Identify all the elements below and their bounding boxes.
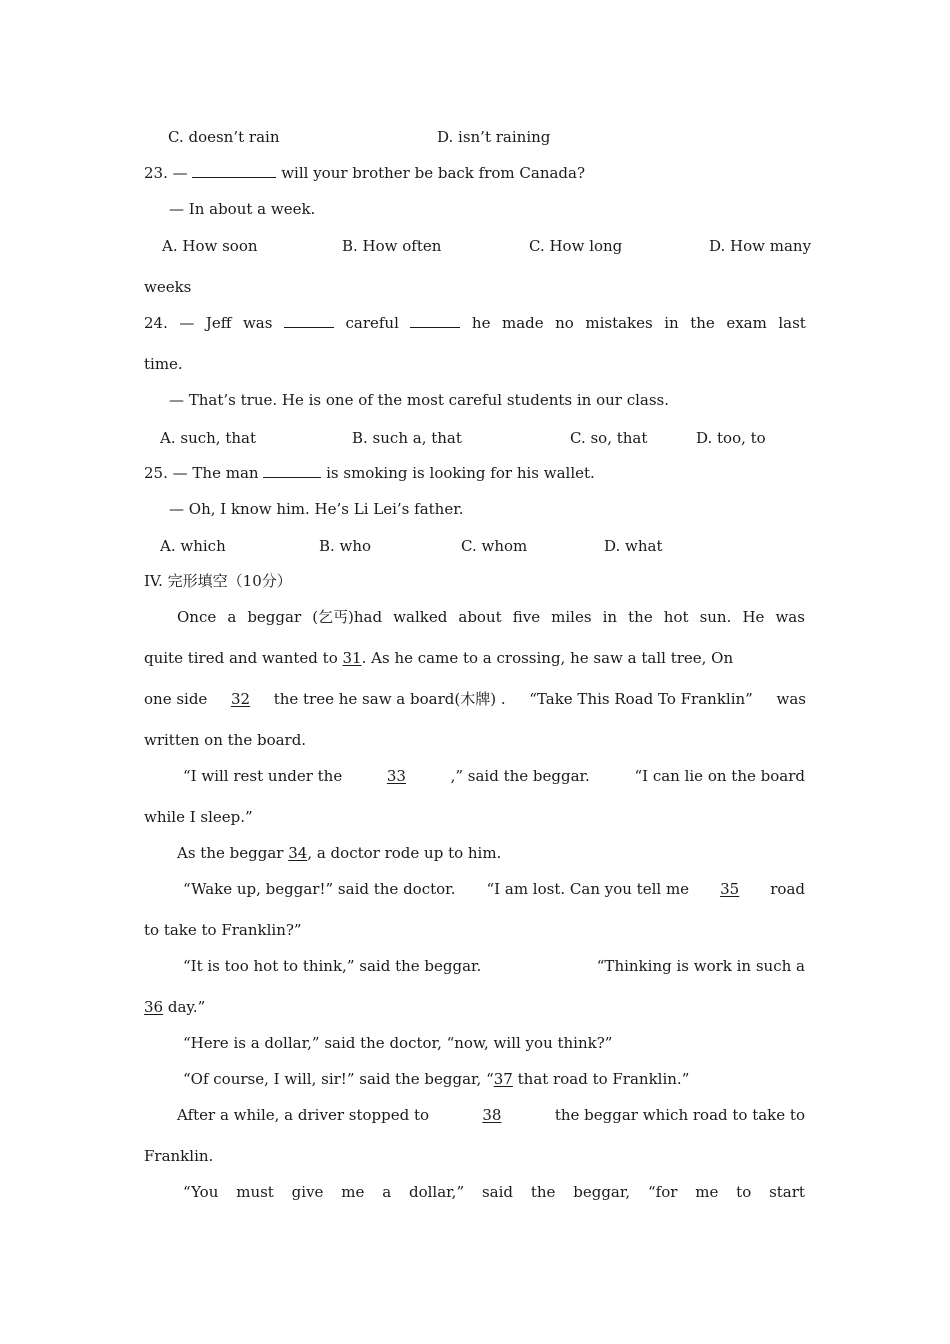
passage-line: quite tired and wanted to 31. As he came to a crossing, he saw a tall tree, On <box>144 649 734 667</box>
passage-word: beggar <box>247 608 302 626</box>
blank-number-36: 36 <box>144 998 164 1016</box>
q24-word: 24. <box>144 314 168 332</box>
passage-word: about <box>458 608 502 626</box>
q24-option-c: C. so, that <box>570 429 648 447</box>
q23-option-c: C. How long <box>529 237 623 255</box>
q24-question-cont: time. <box>144 355 183 373</box>
section-heading: IV. 完形填空（10分） <box>144 572 292 590</box>
passage-word: give <box>291 1183 324 1201</box>
blank-number-37: 37 <box>493 1070 513 1088</box>
q24-blank-1 <box>284 313 334 328</box>
passage-word: start <box>769 1183 805 1201</box>
passage-line: “Wake up, beggar!” said the doctor. “I am lost. Can you tell me 35 road <box>183 880 805 898</box>
passage-word: “for <box>647 1183 678 1201</box>
passage-word: me <box>341 1183 365 1201</box>
q25-blank <box>263 463 321 478</box>
passage-word: miles <box>551 608 592 626</box>
passage-line: “Here is a dollar,” said the doctor, “now, will you think?” <box>183 1034 613 1052</box>
q25-number: 25. <box>144 464 168 482</box>
passage-word: the <box>530 1183 556 1201</box>
q22-option-c: C. doesn’t rain <box>168 128 280 146</box>
blank-number-31: 31 <box>342 649 362 667</box>
q24-question <box>144 313 806 333</box>
passage-word: “You <box>183 1183 219 1201</box>
q25-before: The man <box>192 464 259 482</box>
passage-word: beggar, <box>573 1183 631 1201</box>
q23-option-d: D. How many <box>709 237 812 255</box>
passage-line: written on the board. <box>144 731 307 749</box>
q23-option-a: A. How soon <box>162 237 258 255</box>
passage-line: 36 day.” <box>144 998 206 1016</box>
q24-blank-2 <box>410 313 460 328</box>
q23-option-b: B. How often <box>342 237 442 255</box>
q23-blank <box>192 163 276 178</box>
q23-dash: — <box>172 164 188 182</box>
passage-word: must <box>236 1183 274 1201</box>
q23-question-text: will your brother be back from Canada? <box>281 164 586 182</box>
passage-word: walked <box>393 608 448 626</box>
q24-option-b: B. such a, that <box>352 429 462 447</box>
q24-word: no <box>555 314 574 332</box>
q24-word: exam <box>726 314 767 332</box>
passage-line: “Of course, I will, sir!” said the beggar, “37 that road to Franklin.” <box>183 1070 690 1088</box>
q24-answer: — That’s true. He is one of the most careful students in our class. <box>169 391 670 409</box>
q24-word: was <box>242 314 273 332</box>
q25-answer: — Oh, I know him. He’s Li Lei’s father. <box>169 500 464 518</box>
passage-word: was <box>775 608 805 626</box>
q25-option-d: D. what <box>604 537 663 555</box>
passage-word: in <box>602 608 618 626</box>
q25-option-a: A. which <box>160 537 226 555</box>
blank-number-33: 33 <box>386 767 406 785</box>
passage-line: one side 32 the tree he saw a board(木牌) . “Take This Road To Franklin” was <box>144 690 806 708</box>
q25-after: is smoking is looking for his wallet. <box>326 464 595 482</box>
passage-line: Franklin. <box>144 1147 214 1165</box>
passage-word: (乞丐)had <box>312 608 383 626</box>
passage-word: to <box>736 1183 752 1201</box>
q24-word: careful <box>345 314 399 332</box>
passage-word: dollar,” <box>408 1183 465 1201</box>
passage-line: to take to Franklin?” <box>144 921 302 939</box>
q24-word: the <box>690 314 715 332</box>
q24-word: — <box>179 314 195 332</box>
passage-line: As the beggar 34, a doctor rode up to him. <box>177 844 502 862</box>
q24-option-d: D. too, to <box>696 429 766 447</box>
q22-option-d: D. isn’t raining <box>437 128 551 146</box>
passage-word: Once <box>177 608 217 626</box>
q24-word: in <box>664 314 679 332</box>
q24-word: last <box>778 314 806 332</box>
passage-line: “I will rest under the 33 ,” said the beggar. “I can lie on the board <box>183 767 805 785</box>
passage-line: while I sleep.” <box>144 808 253 826</box>
passage-word: a <box>227 608 237 626</box>
q24-word: he <box>471 314 491 332</box>
passage-line: After a while, a driver stopped to 38 the beggar which road to take to <box>177 1106 805 1124</box>
blank-number-35: 35 <box>720 880 740 898</box>
q24-option-a: A. such, that <box>160 429 256 447</box>
q24-word: mistakes <box>585 314 653 332</box>
q25-option-c: C. whom <box>461 537 528 555</box>
passage-line <box>183 1182 805 1202</box>
q25-question <box>144 463 595 483</box>
passage-word: the <box>628 608 653 626</box>
passage-line: “It is too hot to think,” said the beggar. “Thinking is work in such a <box>183 957 805 975</box>
passage-line <box>177 607 805 627</box>
q23-number: 23. <box>144 164 168 182</box>
passage-word: me <box>695 1183 719 1201</box>
passage-word: five <box>512 608 541 626</box>
passage-word: hot <box>663 608 689 626</box>
q24-word: made <box>501 314 544 332</box>
q25-option-b: B. who <box>319 537 372 555</box>
passage-word: sun. <box>699 608 732 626</box>
passage-word: said <box>481 1183 513 1201</box>
blank-number-32: 32 <box>230 690 251 708</box>
q23-question <box>144 163 585 183</box>
blank-number-38: 38 <box>482 1106 502 1124</box>
q25-dash: — <box>172 464 188 482</box>
q24-word: Jeff <box>205 314 232 332</box>
passage-word: He <box>742 608 765 626</box>
passage-word: a <box>382 1183 392 1201</box>
q23-option-d-wrap: weeks <box>144 278 192 296</box>
q23-answer: — In about a week. <box>169 200 316 218</box>
blank-number-34: 34 <box>288 844 308 862</box>
